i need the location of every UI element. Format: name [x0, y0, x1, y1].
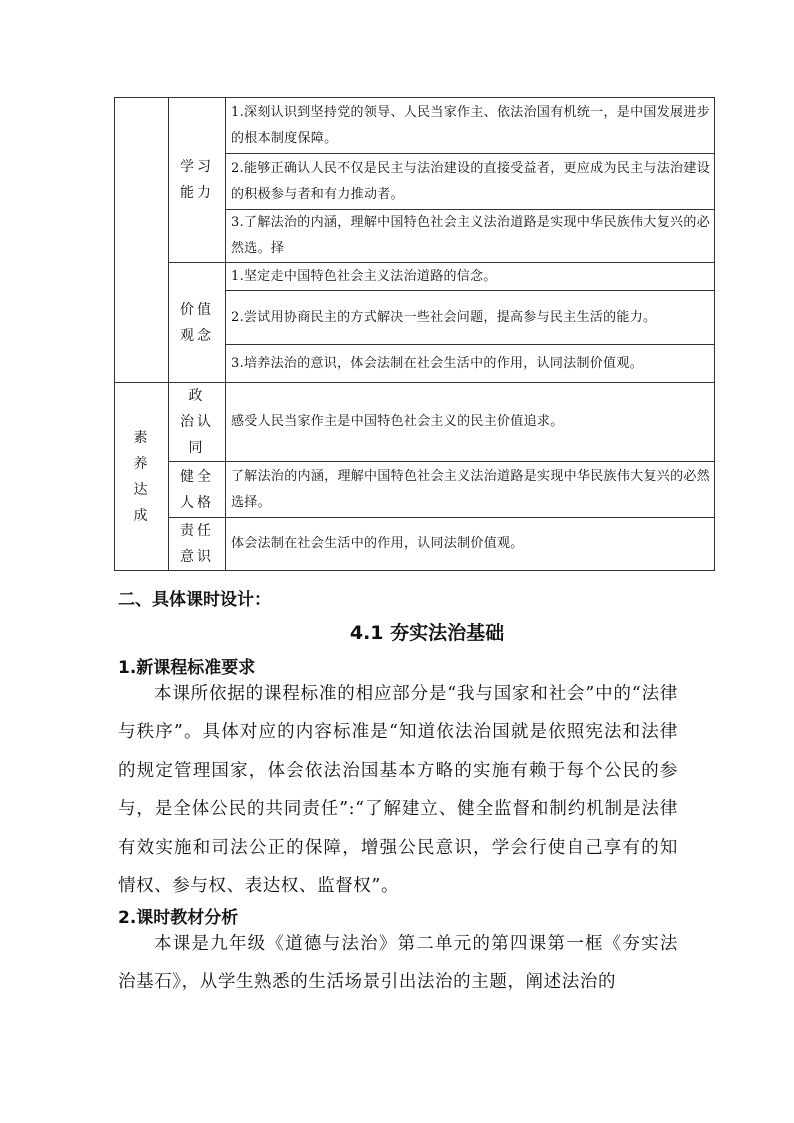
lesson-title: [0, 618, 794, 645]
part-heading: 二、具体课时设计：: [118, 590, 271, 610]
study-item: 1.深刻认识到坚持党的领导、人民当家作主、依法治国有机统一，是中国发展进步的根本制度保障。: [226, 98, 715, 154]
objectives-table: [114, 97, 715, 571]
literacy-row-text: 体会法制在社会生活中的作用，认同法制价值观。: [226, 518, 715, 571]
value-item: 2.尝试用协商民主的方式解决一些社会问题，提高参与民主生活的能力。: [226, 291, 715, 345]
literacy-row-label: 责任意识: [169, 518, 226, 571]
literacy-row-label: 健全人格: [169, 462, 226, 518]
literacy-group-label: 素养达成: [115, 383, 169, 571]
section-heading: 2.课时教材分析: [118, 908, 239, 928]
section-paragraph: 本课是九年级《道德与法治》第二单元的第四课第一框《夯实法治基石》，从学生熟悉的生活场景引出法治的主题，阐述法治的: [118, 934, 678, 993]
literacy-row-text: 感受人民当家作主是中国特色社会主义的民主价值追求。: [226, 383, 715, 462]
value-item: 1.坚定走中国特色社会主义法治道路的信念。: [226, 263, 715, 291]
study-ability-label: 学习能力: [169, 98, 226, 263]
literacy-row-text: 了解法治的内涵，理解中国特色社会主义法治道路是实现中华民族伟大复兴的必然选择。: [226, 462, 715, 518]
value-concept-label: 价值观念: [169, 263, 226, 383]
study-item: 3.了解法治的内涵，理解中国特色社会主义法治道路是实现中华民族伟大复兴的必然选。择: [226, 210, 715, 263]
section-paragraph: 本课所依据的课程标准的相应部分是“我与国家和社会”中的“法律与秩序”。具体对应的内容标准是“知道依法治国就是依照宪法和法律的规定管理国家，体会依法治国基本方略的实施有赖于每个公民的参与，是全体公民的共同责任”:“了解建立、健全监督和制约机制是法律有效实施和司法公正的保障，增强公民意识，学会行使自己享有的知情权、参与权、表达权、监督权”。: [118, 684, 678, 897]
objectives-group-cell: [115, 98, 169, 383]
literacy-row-label: 政 治认同: [169, 383, 226, 462]
value-item: 3.培养法治的意识，体会法制在社会生活中的作用，认同法制价值观。: [226, 345, 715, 383]
lesson-title-text: 4.1 夯实法治基础: [349, 622, 505, 644]
section-heading: 1.新课程标准要求: [118, 658, 256, 678]
study-item: 2.能够正确认人民不仅是民主与法治建设的直接受益者，更应成为民主与法治建设的积极参与者和有力推动者。: [226, 154, 715, 210]
